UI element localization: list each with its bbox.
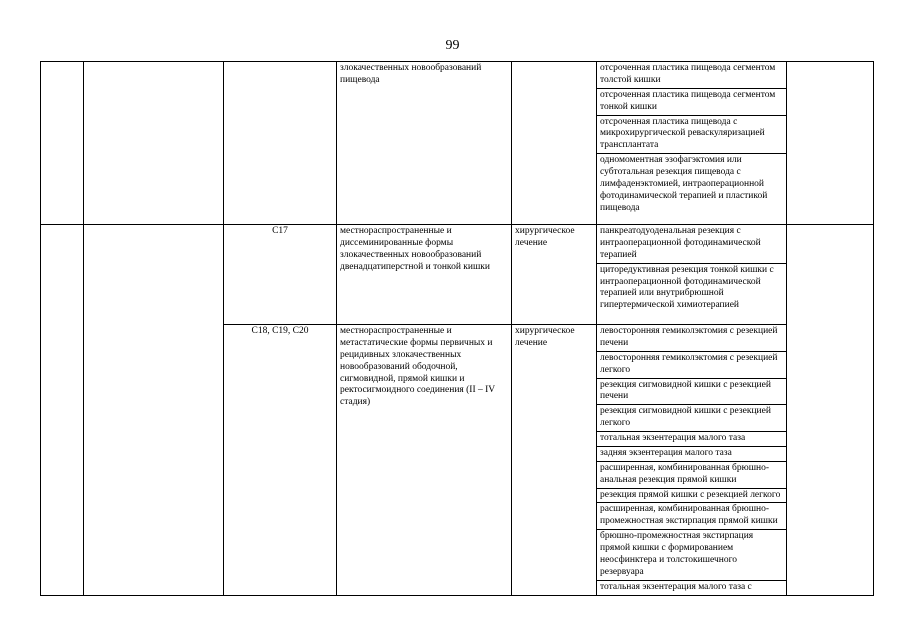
treatment-type: хирургическое лечение [512,325,597,596]
method-item: панкреатодуоденальная резекция с интраоперационной фотодинамической терапией [597,225,786,264]
method-item: отсроченная пластика пищевода сегментом тонкой кишки [597,89,786,116]
method-item: отсроченная пластика пищевода с микрохирургической реваскуляризацией трансплантата [597,116,786,155]
empty-cell [41,225,84,596]
treatment-methods [597,225,787,325]
page-number: 99 [445,38,460,53]
method-item: тотальная экзентерация малого таза [597,432,786,447]
method-item: резекция сигмовидной кишки с резекцией легкого [597,405,786,432]
empty-cell [787,225,874,596]
method-item: левосторонняя гемиколэктомия с резекцией легкого [597,352,786,379]
method-item: резекция прямой кишки с резекцией легкого [597,489,786,504]
diagnosis-code: C18, C19, C20 [224,325,337,596]
treatment-type [512,62,597,225]
method-item: брюшно-промежностная экстирпация прямой кишки с формированием неосфинктера и толстокишечного резервуара [597,530,786,581]
empty-cell [84,225,224,596]
method-item: циторедуктивная резекция тонкой кишки с интраоперационной фотодинамической терапией или внутрибрюшной гипертермической химиотерапией [600,264,774,311]
method-item: тотальная экзентерация малого таза с [600,581,752,592]
table-row [41,225,874,325]
method-item: расширенная, комбинированная брюшно-анальная резекция прямой кишки [597,462,786,489]
disease-description: местнораспространенные и метастатические формы первичных и рецидивных злокачественных новообразований ободочной, сигмовидной, прямой кишки и ректосигмоидного соединения (II – IV стадия) [337,325,512,596]
treatment-methods [597,325,787,596]
disease-description: местнораспространенные и диссеминированные формы злокачественных новообразований двенадцатиперстной и тонкой кишки [337,225,512,325]
diagnosis-code [224,62,337,225]
method-item: одномоментная эзофагэктомия или субтотальная резекция пищевода с лимфаденэктомией, интраоперационной фотодинамической терапией и пластикой пищевода [600,155,768,213]
method-item: резекция сигмовидной кишки с резекцией печени [597,379,786,406]
medical-care-table [40,61,874,596]
method-item: расширенная, комбинированная брюшно-промежностная экстирпация прямой кишки [597,503,786,530]
method-item: отсроченная пластика пищевода сегментом толстой кишки [597,62,786,89]
empty-cell [41,62,84,225]
method-item: задняя экзентерация малого таза [597,447,786,462]
diagnosis-code: C17 [224,225,337,325]
empty-cell [787,62,874,225]
disease-description: злокачественных новообразований пищевода [337,62,512,225]
method-item: левосторонняя гемиколэктомия с резекцией печени [597,325,786,352]
treatment-type: хирургическое лечение [512,225,597,325]
empty-cell [84,62,224,225]
table-row [41,62,874,225]
treatment-methods [597,62,787,225]
